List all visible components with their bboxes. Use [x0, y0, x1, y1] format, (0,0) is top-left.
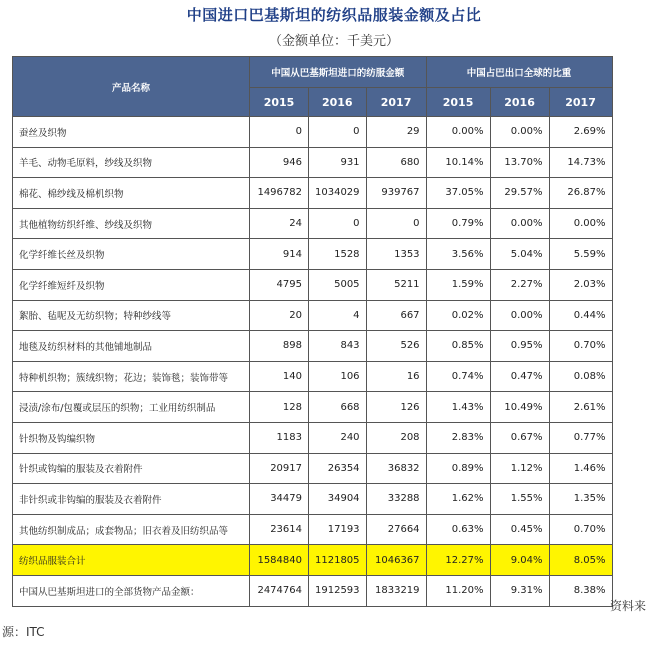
share-cell: 0.63% — [426, 514, 490, 545]
data-table-container — [12, 56, 613, 607]
share-cell: 8.38% — [549, 575, 612, 606]
amount-cell: 27664 — [366, 514, 426, 545]
table-row — [13, 422, 613, 453]
product-name-cell: 棉花、棉纱线及棉机织物 — [13, 178, 250, 209]
amount-cell: 16 — [366, 361, 426, 392]
amount-cell: 1353 — [366, 239, 426, 270]
amount-cell: 2474764 — [250, 575, 309, 606]
share-cell: 0.00% — [490, 117, 549, 148]
amount-cell: 20917 — [250, 453, 309, 484]
year-header: 2017 — [366, 88, 426, 117]
table-row — [13, 331, 613, 362]
amount-cell: 5005 — [309, 269, 367, 300]
amount-cell: 128 — [250, 392, 309, 423]
amount-cell: 1046367 — [366, 545, 426, 576]
amount-cell: 4 — [309, 300, 367, 331]
amount-cell: 1833219 — [366, 575, 426, 606]
share-cell: 2.27% — [490, 269, 549, 300]
share-cell: 0.89% — [426, 453, 490, 484]
share-cell: 37.05% — [426, 178, 490, 209]
amount-cell: 106 — [309, 361, 367, 392]
share-cell: 9.31% — [490, 575, 549, 606]
year-header: 2016 — [309, 88, 367, 117]
year-header: 2015 — [250, 88, 309, 117]
share-cell: 0.77% — [549, 422, 612, 453]
amount-cell: 1183 — [250, 422, 309, 453]
share-cell: 1.35% — [549, 484, 612, 515]
amount-cell: 17193 — [309, 514, 367, 545]
table-body — [13, 117, 613, 607]
product-name-cell: 化学纤维长丝及织物 — [13, 239, 250, 270]
share-cell: 0.79% — [426, 208, 490, 239]
amount-cell: 1121805 — [309, 545, 367, 576]
table-row — [13, 117, 613, 148]
amount-cell: 23614 — [250, 514, 309, 545]
share-cell: 2.83% — [426, 422, 490, 453]
share-cell: 2.61% — [549, 392, 612, 423]
amount-cell: 240 — [309, 422, 367, 453]
page-title: 中国进口巴基斯坦的纺织品服装金额及占比 — [186, 6, 482, 24]
share-cell: 1.62% — [426, 484, 490, 515]
table-row — [13, 484, 613, 515]
product-name-cell: 其他纺织制成品；成套物品；旧衣着及旧纺织品等 — [13, 514, 250, 545]
table-row — [13, 453, 613, 484]
share-cell: 8.05% — [549, 545, 612, 576]
source-note: 源：ITC — [2, 625, 45, 639]
share-cell: 0.70% — [549, 514, 612, 545]
share-cell: 11.20% — [426, 575, 490, 606]
share-cell: 2.69% — [549, 117, 612, 148]
share-cell: 0.47% — [490, 361, 549, 392]
amount-cell: 1912593 — [309, 575, 367, 606]
share-cell: 1.55% — [490, 484, 549, 515]
amount-cell: 0 — [366, 208, 426, 239]
amount-cell: 0 — [309, 117, 367, 148]
amount-cell: 680 — [366, 147, 426, 178]
amount-cell: 1496782 — [250, 178, 309, 209]
share-cell: 13.70% — [490, 147, 549, 178]
share-cell: 0.74% — [426, 361, 490, 392]
share-cell: 0.45% — [490, 514, 549, 545]
amount-group-header: 中国从巴基斯坦进口的纺服金额 — [250, 57, 427, 88]
amount-cell: 0 — [250, 117, 309, 148]
amount-cell: 1584840 — [250, 545, 309, 576]
share-cell: 0.02% — [426, 300, 490, 331]
share-cell: 1.43% — [426, 392, 490, 423]
share-cell: 1.59% — [426, 269, 490, 300]
share-cell: 12.27% — [426, 545, 490, 576]
share-cell: 0.00% — [490, 208, 549, 239]
share-cell: 0.08% — [549, 361, 612, 392]
product-name-cell: 蚕丝及织物 — [13, 117, 250, 148]
table-row — [13, 392, 613, 423]
amount-cell: 4795 — [250, 269, 309, 300]
table-row — [13, 239, 613, 270]
product-name-cell: 非针织或非钩编的服装及衣着附件 — [13, 484, 250, 515]
table-row — [13, 300, 613, 331]
table-row — [13, 178, 613, 209]
amount-cell: 898 — [250, 331, 309, 362]
amount-cell: 668 — [309, 392, 367, 423]
amount-cell: 140 — [250, 361, 309, 392]
table-row — [13, 361, 613, 392]
share-cell: 26.87% — [549, 178, 612, 209]
product-name-cell: 地毯及纺织材料的其他铺地制品 — [13, 331, 250, 362]
table-row — [13, 575, 613, 606]
table-row — [13, 269, 613, 300]
share-cell: 3.56% — [426, 239, 490, 270]
product-name-cell: 絮胎、毡呢及无纺织物；特种纱线等 — [13, 300, 250, 331]
total-row — [13, 545, 613, 576]
share-cell: 10.49% — [490, 392, 549, 423]
amount-cell: 34479 — [250, 484, 309, 515]
product-name-cell: 特种机织物；簇绒织物；花边；装饰毯；装饰带等 — [13, 361, 250, 392]
amount-cell: 931 — [309, 147, 367, 178]
product-name-header: 产品名称 — [13, 57, 250, 117]
unit-subtitle: （金额单位：千美元） — [268, 34, 399, 49]
product-name-cell: 中国从巴基斯坦进口的全部货物产品金额： — [13, 575, 250, 606]
year-header: 2015 — [426, 88, 490, 117]
table-row — [13, 147, 613, 178]
share-cell: 29.57% — [490, 178, 549, 209]
share-cell: 0.95% — [490, 331, 549, 362]
product-name-cell: 针织或钩编的服装及衣着附件 — [13, 453, 250, 484]
amount-cell: 914 — [250, 239, 309, 270]
table-row — [13, 514, 613, 545]
share-cell: 0.70% — [549, 331, 612, 362]
share-cell: 5.59% — [549, 239, 612, 270]
product-name-cell: 浸渍/涂布/包覆或层压的织物；工业用纺织制品 — [13, 392, 250, 423]
share-cell: 0.00% — [490, 300, 549, 331]
share-cell: 0.44% — [549, 300, 612, 331]
share-cell: 0.85% — [426, 331, 490, 362]
share-group-header: 中国占巴出口全球的比重 — [426, 57, 612, 88]
share-cell: 0.67% — [490, 422, 549, 453]
amount-cell: 939767 — [366, 178, 426, 209]
amount-cell: 208 — [366, 422, 426, 453]
share-cell: 2.03% — [549, 269, 612, 300]
share-cell: 9.04% — [490, 545, 549, 576]
year-header: 2016 — [490, 88, 549, 117]
share-cell: 10.14% — [426, 147, 490, 178]
amount-cell: 843 — [309, 331, 367, 362]
amount-cell: 33288 — [366, 484, 426, 515]
product-name-cell: 羊毛、动物毛原料，纱线及织物 — [13, 147, 250, 178]
amount-cell: 1528 — [309, 239, 367, 270]
amount-cell: 526 — [366, 331, 426, 362]
amount-cell: 34904 — [309, 484, 367, 515]
share-cell: 1.12% — [490, 453, 549, 484]
data-table — [12, 56, 613, 607]
amount-cell: 0 — [309, 208, 367, 239]
amount-cell: 5211 — [366, 269, 426, 300]
amount-cell: 667 — [366, 300, 426, 331]
share-cell: 0.00% — [549, 208, 612, 239]
amount-cell: 36832 — [366, 453, 426, 484]
amount-cell: 26354 — [309, 453, 367, 484]
share-cell: 14.73% — [549, 147, 612, 178]
product-name-cell: 化学纤维短纤及织物 — [13, 269, 250, 300]
year-header: 2017 — [549, 88, 612, 117]
amount-cell: 20 — [250, 300, 309, 331]
product-name-cell: 纺织品服装合计 — [13, 545, 250, 576]
product-name-cell: 其他植物纺织纤维、纱线及织物 — [13, 208, 250, 239]
amount-cell: 126 — [366, 392, 426, 423]
amount-cell: 946 — [250, 147, 309, 178]
table-row — [13, 208, 613, 239]
amount-cell: 29 — [366, 117, 426, 148]
amount-cell: 24 — [250, 208, 309, 239]
share-cell: 1.46% — [549, 453, 612, 484]
share-cell: 5.04% — [490, 239, 549, 270]
share-cell: 0.00% — [426, 117, 490, 148]
side-note: 资料来 — [610, 599, 647, 613]
amount-cell: 1034029 — [309, 178, 367, 209]
product-name-cell: 针织物及钩编织物 — [13, 422, 250, 453]
